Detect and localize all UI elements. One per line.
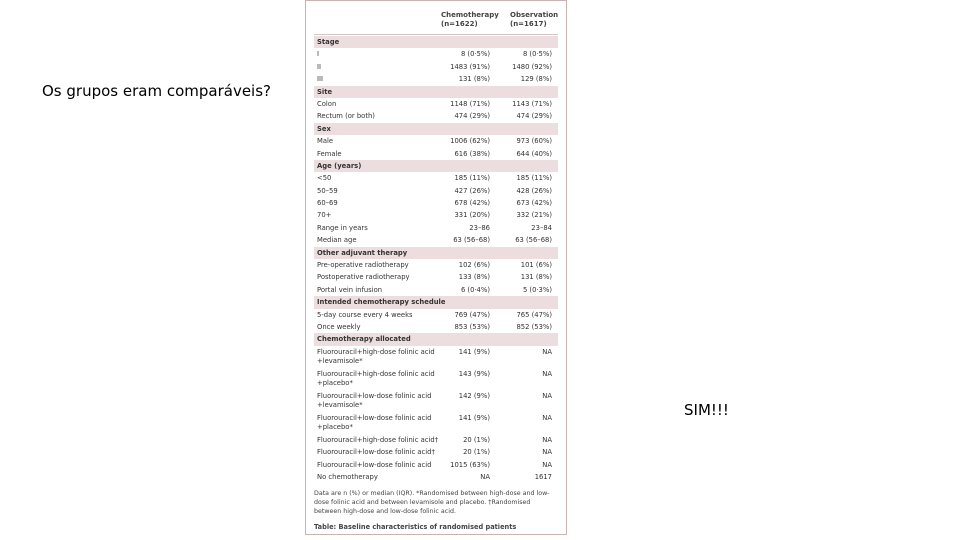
observation-value: 852 (53%) — [516, 322, 552, 331]
chemotherapy-value: 142 (9%) — [458, 391, 490, 400]
observation-value: NA — [542, 413, 552, 422]
row-label: 5-day course every 4 weeks — [317, 310, 413, 319]
row-label: No chemotherapy — [317, 472, 378, 481]
observation-value: 1143 (71%) — [512, 99, 552, 108]
observation-value: 474 (29%) — [516, 112, 552, 121]
chemotherapy-value: 6 (0·4%) — [460, 285, 490, 294]
row-label: Fluorouracil+low-dose folinic acid +levamisole* — [317, 391, 432, 409]
row-label: Female — [317, 149, 342, 158]
table-footnote: Data are n (%) or median (IQR). *Randomised between high-dose and low-dose folinic acid and between levamisole and placebo. †Randomised between high-dose and low-dose folinic acid. — [314, 490, 550, 515]
row-label: 70+ — [317, 211, 332, 220]
table-image — [305, 0, 567, 535]
row-label: Median age — [317, 236, 357, 245]
chemotherapy-value: 1483 (91%) — [450, 62, 490, 71]
row-label: Other adjuvant therapy — [317, 248, 408, 257]
observation-value: 1480 (92%) — [512, 62, 552, 71]
table-row — [314, 98, 558, 110]
col-header-chemotherapy: Chemotherapy (n=1622) — [441, 11, 499, 28]
chemotherapy-value: 616 (38%) — [454, 149, 490, 158]
row-label: Chemotherapy allocated — [317, 335, 411, 344]
table-row — [314, 61, 558, 73]
table-caption: Table: Baseline characteristics of randomised patients — [314, 523, 517, 531]
chemotherapy-value: 23–86 — [469, 223, 490, 232]
row-label: Postoperative radiotherapy — [317, 273, 410, 282]
observation-value: 63 (56–68) — [515, 236, 552, 245]
table-row — [314, 234, 558, 246]
observation-value: 973 (60%) — [516, 137, 552, 146]
chemotherapy-value: 141 (9%) — [458, 413, 490, 422]
table-row — [314, 434, 558, 446]
table-row — [314, 209, 558, 221]
observation-value: 5 (0·3%) — [522, 285, 552, 294]
table-section-row — [314, 333, 558, 345]
table-row — [314, 309, 558, 321]
chemotherapy-value: 1015 (63%) — [450, 460, 490, 469]
table-row — [314, 446, 558, 458]
row-label: Fluorouracil+high-dose folinic acid† — [317, 435, 439, 444]
row-label: Fluorouracil+low-dose folinic acid — [317, 460, 432, 469]
chemotherapy-value: 427 (26%) — [454, 186, 490, 195]
table-section-row — [314, 36, 558, 48]
observation-value: NA — [542, 460, 552, 469]
row-label: Range in years — [317, 223, 368, 232]
row-label: Male — [317, 137, 334, 146]
slide-question: Os grupos eram comparáveis? — [42, 82, 271, 100]
observation-value: 131 (8%) — [520, 273, 552, 282]
observation-value: NA — [542, 369, 552, 378]
row-label: <50 — [317, 174, 332, 183]
chemotherapy-value: 331 (20%) — [454, 211, 490, 220]
observation-value: 101 (6%) — [520, 261, 552, 270]
row-label: Age (years) — [317, 161, 362, 170]
observation-value: NA — [542, 347, 552, 356]
baseline-table — [314, 36, 558, 483]
chemotherapy-value: 141 (9%) — [458, 347, 490, 356]
row-label: III — [317, 75, 324, 84]
row-label: Colon — [317, 99, 337, 108]
observation-value: 1617 — [534, 472, 552, 481]
observation-value: 332 (21%) — [516, 211, 552, 220]
table-row — [314, 368, 558, 390]
row-label: Fluorouracil+low-dose folinic acid +placebo* — [317, 413, 432, 431]
table-row — [314, 412, 558, 434]
table-row — [314, 321, 558, 333]
row-label: Once weekly — [317, 322, 361, 331]
table-section-row — [314, 123, 558, 135]
row-label: Portal vein infusion — [317, 285, 383, 294]
chemotherapy-value: 63 (56–68) — [453, 236, 490, 245]
table-section-row — [314, 247, 558, 259]
chemotherapy-value: 131 (8%) — [458, 75, 490, 84]
table-section-row — [314, 86, 558, 98]
observation-value: 765 (47%) — [516, 310, 552, 319]
table-row — [314, 459, 558, 471]
row-label: Rectum (or both) — [317, 112, 375, 121]
row-label: 60–69 — [317, 199, 338, 208]
observation-value: 8 (0·5%) — [522, 50, 552, 59]
row-label: Intended chemotherapy schedule — [317, 298, 446, 307]
table-row — [314, 135, 558, 147]
observation-value: 644 (40%) — [516, 149, 552, 158]
row-label: 50–59 — [317, 186, 338, 195]
table-row — [314, 390, 558, 412]
chemotherapy-value: 853 (53%) — [454, 322, 490, 331]
observation-value: 23–84 — [531, 223, 552, 232]
observation-value: 673 (42%) — [516, 199, 552, 208]
observation-value: NA — [542, 391, 552, 400]
chemotherapy-value: 20 (1%) — [463, 435, 490, 444]
table-row — [314, 271, 558, 283]
chemotherapy-value: 102 (6%) — [458, 261, 490, 270]
chemotherapy-value: 1148 (71%) — [450, 99, 490, 108]
table-section-row — [314, 296, 558, 308]
chemotherapy-value: 1006 (62%) — [450, 137, 490, 146]
chemotherapy-value: 133 (8%) — [458, 273, 490, 282]
row-label: Stage — [317, 38, 340, 46]
observation-value: NA — [542, 448, 552, 457]
row-label: Fluorouracil+low-dose folinic acid† — [317, 448, 435, 457]
table-row — [314, 185, 558, 197]
observation-value: 129 (8%) — [520, 75, 552, 84]
table-row — [314, 110, 558, 122]
chemotherapy-value: 143 (9%) — [458, 369, 490, 378]
table-row — [314, 148, 558, 160]
chemotherapy-value: 185 (11%) — [454, 174, 490, 183]
row-label: Fluorouracil+high-dose folinic acid +levamisole* — [317, 347, 435, 365]
row-label: I — [317, 50, 320, 59]
table-row — [314, 222, 558, 234]
chemotherapy-value: 8 (0·5%) — [460, 50, 490, 59]
table-row — [314, 172, 558, 184]
table-row — [314, 73, 558, 85]
table-row — [314, 48, 558, 60]
col-header-observation: Observation (n=1617) — [510, 11, 559, 28]
table-row — [314, 471, 558, 483]
observation-value: NA — [542, 435, 552, 444]
row-label: Site — [317, 87, 333, 96]
table-row — [314, 259, 558, 271]
chemotherapy-value: 474 (29%) — [454, 112, 490, 121]
header-rule — [314, 34, 558, 35]
table-row — [314, 284, 558, 296]
chemotherapy-value: 678 (42%) — [454, 199, 490, 208]
slide-answer: SIM!!! — [684, 401, 729, 419]
row-label: Sex — [317, 124, 331, 133]
chemotherapy-value: NA — [480, 472, 490, 481]
table-row — [314, 197, 558, 209]
row-label: Fluorouracil+high-dose folinic acid +placebo* — [317, 369, 435, 387]
row-label: II — [317, 62, 322, 71]
table-section-row — [314, 160, 558, 172]
observation-value: 428 (26%) — [516, 186, 552, 195]
row-label: Pre-operative radiotherapy — [317, 261, 409, 270]
observation-value: 185 (11%) — [516, 174, 552, 183]
table-row — [314, 346, 558, 368]
chemotherapy-value: 20 (1%) — [463, 448, 490, 457]
chemotherapy-value: 769 (47%) — [454, 310, 490, 319]
